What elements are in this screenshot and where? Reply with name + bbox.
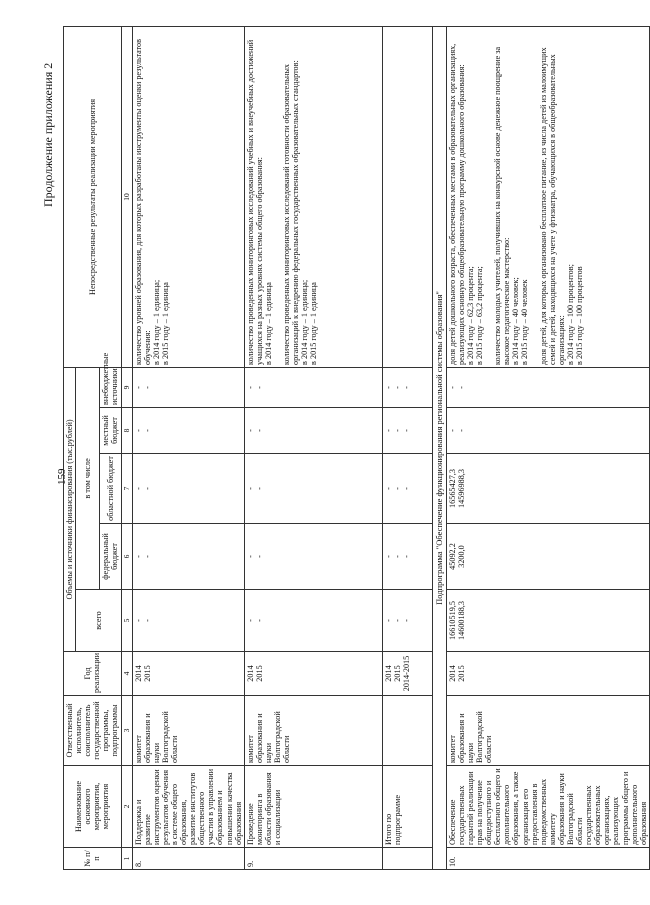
row-federal: - - [132, 524, 244, 590]
row-regional: 16565427,3 14596988,3 [446, 454, 649, 524]
row-extra: - - - [382, 367, 432, 407]
subprogram-title-row [432, 26, 446, 869]
header-including: в том числе [76, 367, 100, 589]
header-local: местный бюджет [100, 408, 121, 454]
header-executor: Ответственный исполнитель, соисполнитель государственной программы, подпрограммы [64, 696, 122, 766]
col-number: 8 [121, 408, 132, 454]
row-federal: 45092,2 3200,0 [446, 524, 649, 590]
row-years: 2014 2015 [446, 652, 649, 696]
row-federal: - - [244, 524, 382, 590]
row-executor [382, 696, 432, 766]
subprogram-title: Подпрограмма "Обеспечение функционирования региональной системы образования" [432, 26, 446, 869]
row-federal: - - - [382, 524, 432, 590]
row-name: Обеспечение государственных гарантий реализации прав на получение общедоступного и бесплатного общего и дополнительного образования, а также организация его предоставления в подведомственных комитету образования и науки Волгоградской области государственных образовательных организациях, реализующих программы общего и дополнительного образования [446, 766, 649, 848]
row-name: Проведение мониторинга в области образования и социализации [244, 766, 382, 848]
row-extra: - - [446, 367, 649, 407]
row-total: - - [244, 590, 382, 652]
row-regional: - - [132, 454, 244, 524]
row-executor: комитет образования и науки Волгоградской области [132, 696, 244, 766]
row-results [382, 26, 432, 367]
page-number: 159 [56, 468, 68, 485]
row-num: 8. [132, 848, 244, 870]
row-extra: - - [132, 367, 244, 407]
row-results: количество уровней образования, для которых разработаны инструменты оценки результатов обучения: в 2014 году – 1 единица; в 2015 году – 1 единица [132, 26, 244, 367]
table-row [244, 26, 382, 869]
header-results: Непосредственные результаты реализации мероприятия [64, 26, 122, 367]
row-years: 2014 2015 2014-2015 [382, 652, 432, 696]
row-years: 2014 2015 [132, 652, 244, 696]
header-federal: федеральный бюджет [100, 524, 121, 590]
header-year: Год реализации [64, 652, 122, 696]
row-local: - - - [382, 408, 432, 454]
header-extra: внебюджетные источники [100, 367, 121, 407]
column-numbers-row [121, 26, 132, 869]
col-number: 1 [121, 848, 132, 870]
col-number: 3 [121, 696, 132, 766]
table-row [132, 26, 244, 869]
col-number: 2 [121, 766, 132, 848]
row-executor: комитет образования и науки Волгоградской области [244, 696, 382, 766]
col-number: 10 [121, 26, 132, 367]
header-name: Наименование основного мероприятия, мероприятия [64, 766, 122, 848]
row-name: Поддержка и развитие инструментов оценки результатов обучения в системе общего образования, развитие институтов общественного участия в управлении образованием и повышении качества образования [132, 766, 244, 848]
row-years: 2014 2015 [244, 652, 382, 696]
row-total: - - - [382, 590, 432, 652]
row-total: - - [132, 590, 244, 652]
row-executor: комитет образования и науки Волгоградской области [446, 696, 649, 766]
col-number: 5 [121, 590, 132, 652]
header-funding-group: Объемы и источники финансирования (тыс.рублей) [64, 367, 76, 651]
row-local: - - [446, 408, 649, 454]
header-regional: областной бюджет [100, 454, 121, 524]
header-total: всего [76, 590, 121, 652]
row-regional: - - - [382, 454, 432, 524]
col-number: 7 [121, 454, 132, 524]
row-name: Итого по подпрограмме [382, 766, 432, 848]
row-num [382, 848, 432, 870]
table-row [446, 26, 649, 869]
col-number: 4 [121, 652, 132, 696]
table-row-total [382, 26, 432, 869]
row-regional: - - [244, 454, 382, 524]
row-local: - - [244, 408, 382, 454]
row-total: 16610519,5 14600188,3 [446, 590, 649, 652]
program-table [63, 26, 650, 870]
row-num: 9. [244, 848, 382, 870]
row-results: доля детей дошкольного возраста, обеспеченных местами в образовательных организациях, реализующих основную общеобразовательную программу дошкольного образования: в 2014 году – 62,3 процента; в 2015 году – 63,2 процента; количество молодых учителей, получивших на конкурсной основе денежное поощрение за высокое педагогическое мастерство: в 2014 году – 40 человек; в 2015 году – 40 человек доля детей, для которых организовано бесплатное питание, из числа детей из малоимущих семей и детей, находящихся на учете у фтизиатра, обучающихся в общеобразовательных организациях: в 2014 году – 100 процентов; в 2015 году – 100 процентов [446, 26, 649, 367]
header-num: № п/п [64, 848, 122, 870]
appendix-subtitle: Продолжение приложения 2 [41, 62, 55, 207]
row-extra: - - [244, 367, 382, 407]
col-number: 9 [121, 367, 132, 407]
row-num: 10. [446, 848, 649, 870]
row-results: количество проведенных мониторинговых исследований учебных и внеучебных достижений учащихся на разных уровнях системы общего образования: в 2014 году – 1 единица количество проведенных мониторинговых исследований готовности образовательных организаций к внедрению федеральных государственных образовательных стандартов: в 2014 году – 1 единица; в 2015 году – 1 единица [244, 26, 382, 367]
col-number: 6 [121, 524, 132, 590]
row-local: - - [132, 408, 244, 454]
